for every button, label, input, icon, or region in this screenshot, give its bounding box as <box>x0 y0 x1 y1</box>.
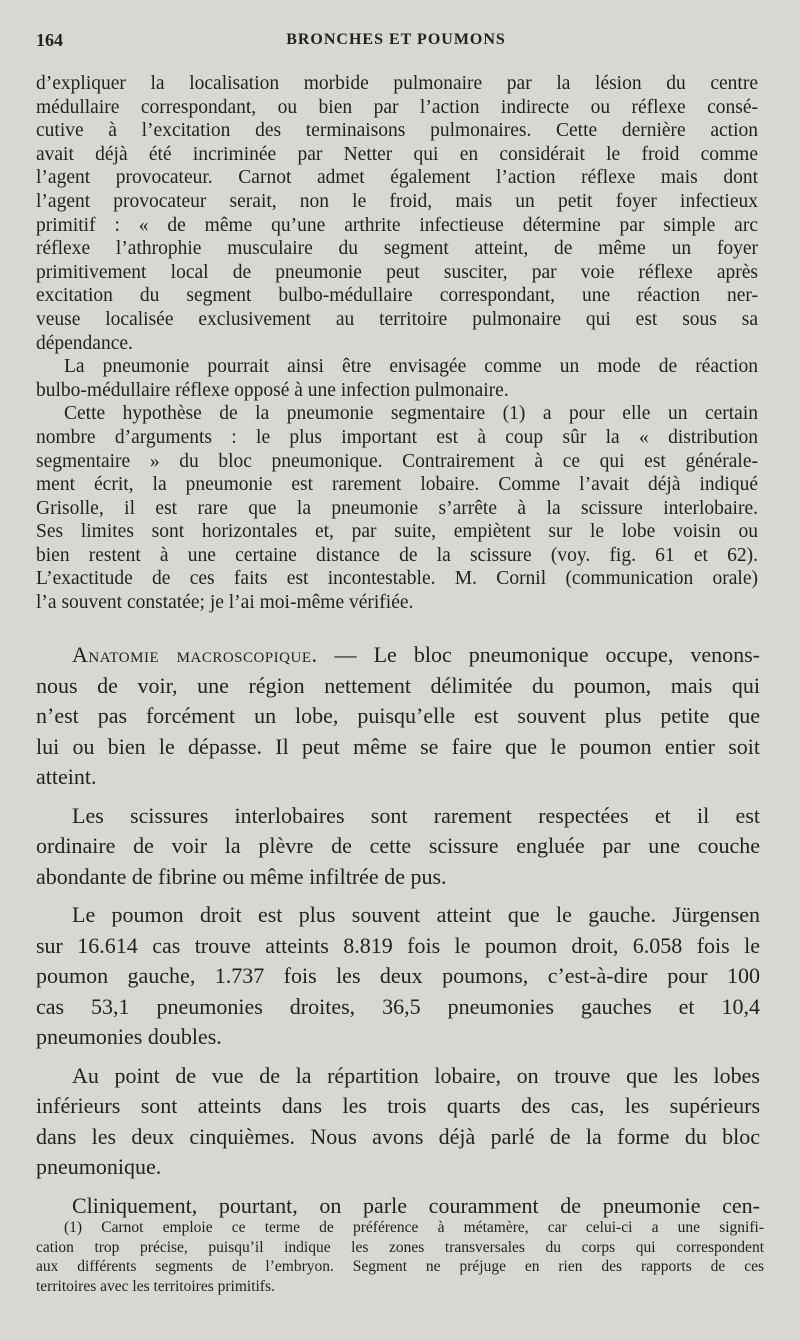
text-line: excitation du segment bulbo-médullaire correspondant, une réaction ner- <box>36 285 758 307</box>
text-line: ment écrit, la pneumonie est rarement lobaire. Comme l’avait déjà indiqué <box>36 474 758 496</box>
footnote-line: (1) Carnot emploie ce terme de préférence à métamère, car celui-ci a une signifi- <box>64 1219 764 1236</box>
text-line: nous de voir, une région nettement délimitée du poumon, mais qui <box>36 672 760 698</box>
text-line: nombre d’arguments : le plus important est à coup sûr la « distribution <box>36 426 758 448</box>
footnote-line: aux différents segments de l’embryon. Segment ne préjuge en rien des rapports de ces <box>36 1258 764 1275</box>
text-line: Grisolle, il est rare que la pneumonie s’arrête à la scissure interlobaire. <box>36 497 758 519</box>
text-line: veuse localisée exclusivement au territoire pulmonaire qui est sous sa <box>36 308 758 330</box>
text-line: Cette hypothèse de la pneumonie segmentaire (1) a pour elle un certain <box>64 403 758 425</box>
text-line: Cliniquement, pourtant, on parle couramment de pneumonie cen- <box>72 1192 760 1218</box>
footnote <box>36 1218 764 1296</box>
text-line: Ses limites sont horizontales et, par suite, empiètent sur le lobe voisin ou <box>36 521 758 543</box>
text-line: avait déjà été incriminée par Netter qui en considérait le froid comme <box>36 143 758 165</box>
text-line: dépendance. <box>36 332 133 354</box>
text-line: pneumonique. <box>36 1154 162 1179</box>
text-line: Le poumon droit est plus souvent atteint que le gauche. Jürgensen <box>72 902 760 927</box>
footnote-line: cation trop précise, puisqu’il indique les zones transversales du corps qui correspondent <box>36 1238 764 1256</box>
text-line: sur 16.614 cas trouve atteints 8.819 fois le poumon droit, 6.058 fois le <box>36 932 760 958</box>
section-heading: Anatomie macroscopique. <box>72 642 318 667</box>
text-line: dans les deux cinquièmes. Nous avons déjà parlé de la forme du bloc <box>36 1123 760 1149</box>
text-line: n’est pas forcément un lobe, puisqu’elle est souvent plus petite que <box>36 703 760 728</box>
small-print-section <box>36 72 758 615</box>
page-header <box>36 30 756 56</box>
text-line: primitivement local de pneumonie peut susciter, par voie réflexe après <box>36 261 758 283</box>
text-line: L’exactitude de ces faits est incontestable. M. Cornil (communication orale) <box>36 568 758 590</box>
text-line: cutive à l’excitation des terminaisons pulmonaires. Cette dernière action <box>36 120 758 142</box>
text-line: réflexe l’athrophie musculaire du segment atteint, de même un foyer <box>36 238 758 260</box>
anatomie-section <box>36 640 760 1221</box>
text-line: l’agent provocateur serait, non le froid, mais un petit foyer infectieux <box>36 190 758 212</box>
text-line: segmentaire » du bloc pneumonique. Contrairement à ce qui est générale- <box>36 450 758 472</box>
text-line: l’agent provocateur. Carnot admet également l’action réflexe mais dont <box>36 167 758 189</box>
text-line: Les scissures interlobaires sont rarement respectées et il est <box>72 802 760 828</box>
text-line: cas 53,1 pneumonies droites, 36,5 pneumonies gauches et 10,4 <box>36 993 760 1019</box>
text-line: atteint. <box>36 764 97 789</box>
text-line: bien restent à une certaine distance de la scissure (voy. fig. 61 et 62). <box>36 544 758 566</box>
heading-continuation: — Le bloc pneumonique occupe, venons- <box>317 642 761 667</box>
text-line: La pneumonie pourrait ainsi être envisagée comme un mode de réaction <box>64 356 758 378</box>
text-line: d’expliquer la localisation morbide pulmonaire par la lésion du centre <box>36 73 758 94</box>
text-line: primitif : « de même qu’une arthrite infectieuse détermine par simple arc <box>36 214 758 236</box>
text-line: poumon gauche, 1.737 fois les deux poumons, c’est-à-dire pour 100 <box>36 963 760 988</box>
running-title: BRONCHES ET POUMONS <box>286 31 506 48</box>
text-line: abondante de fibrine ou même infiltrée de pus. <box>36 863 447 889</box>
footnote-line: territoires avec les territoires primitifs. <box>36 1277 275 1295</box>
text-line: l’a souvent constatée; je l’ai moi-même vérifiée. <box>36 592 414 614</box>
text-line: lui ou bien le dépasse. Il peut même se faire que le poumon entier soit <box>36 733 760 759</box>
text-line: Au point de vue de la répartition lobaire, on trouve que les lobes <box>72 1062 760 1088</box>
text-line: pneumonies doubles. <box>36 1024 222 1049</box>
text-line: ordinaire de voir la plèvre de cette scissure engluée par une couche <box>36 833 760 858</box>
section-heading-line <box>36 640 760 671</box>
text-line: inférieurs sont atteints dans les trois quarts des cas, les supérieurs <box>36 1093 760 1118</box>
text-line: médullaire correspondant, ou bien par l’action indirecte ou réflexe consé- <box>36 96 758 118</box>
text-line: bulbo-médullaire réflexe opposé à une infection pulmonaire. <box>36 379 509 401</box>
page-number: 164 <box>36 30 63 50</box>
